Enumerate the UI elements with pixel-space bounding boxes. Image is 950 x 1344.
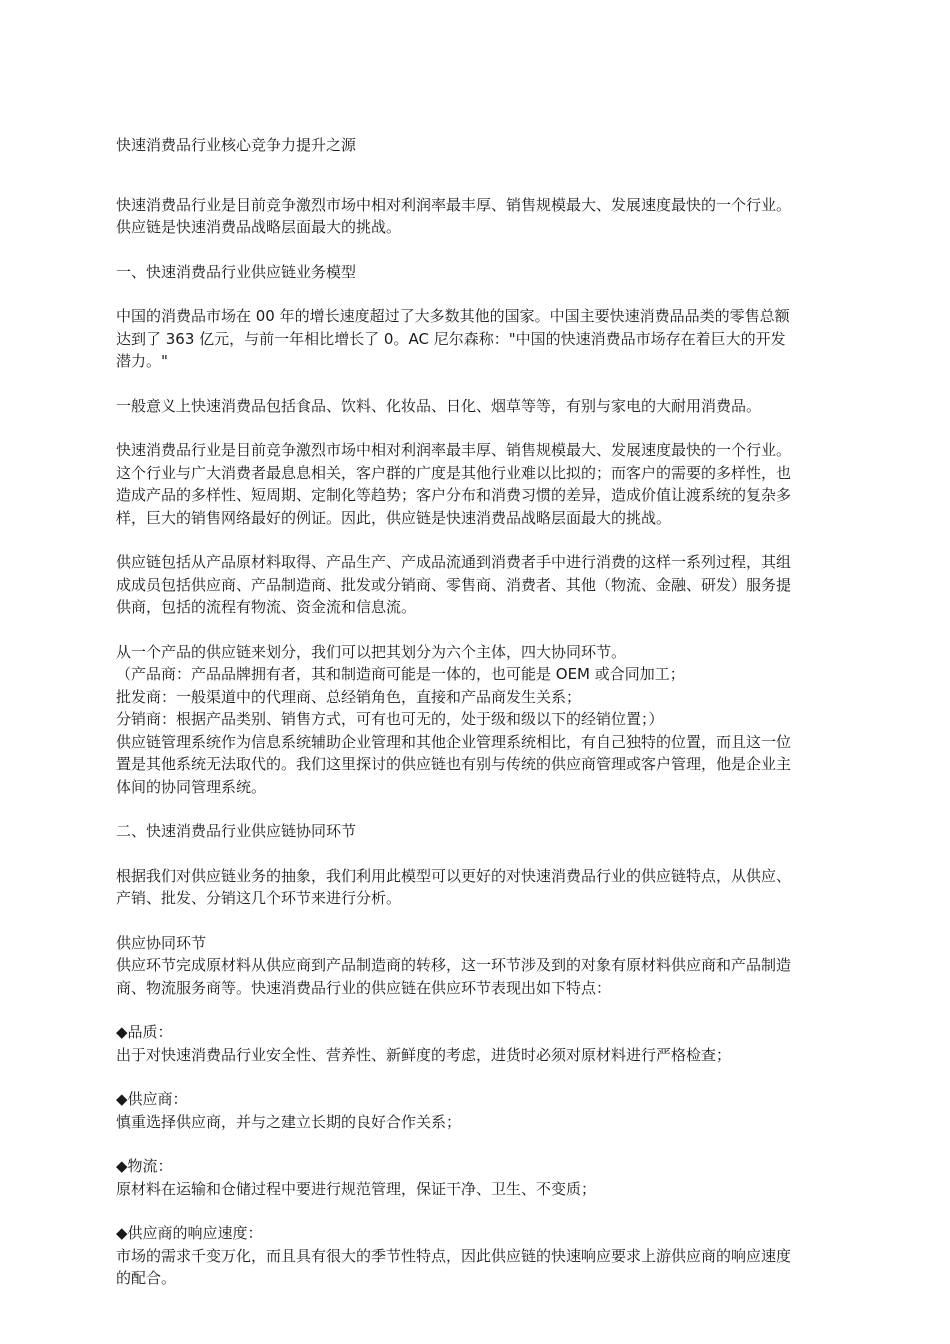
text-line: 快速消费品行业是目前竞争激烈市场中相对利润率最丰厚、销售规模最大、发展速度最快的一个行业。: [116, 441, 792, 459]
section-heading: 二、快速消费品行业供应链协同环节: [116, 822, 357, 840]
bullet-text: 慎重选择供应商，并与之建立长期的良好合作关系；: [116, 1112, 462, 1131]
text-line: 达到了 363 亿元，与前一年相比增长了 0。AC 尼尔森称："中国的快速消费品市场存在着巨大的开发: [116, 329, 786, 348]
paragraph: [116, 305, 838, 373]
text-line: （产品商：产品品牌拥有者，其和制造商可能是一体的，也可能是 OEM 或合同加工；: [116, 665, 685, 683]
text-line: 样，巨大的销售网络最好的例证。因此，供应链是快速消费品战略层面最大的挑战。: [116, 508, 672, 527]
text-line: 一般意义上快速消费品包括食品、饮料、化妆品、日化、烟草等等，有别与家电的大耐用消费品。: [116, 396, 762, 415]
paragraph: [116, 395, 838, 418]
text-line: 快速消费品行业是目前竞争激烈市场中相对利润率最丰厚、销售规模最大、发展速度最快的一个行业。: [116, 195, 792, 214]
text-line: 置是其他系统无法取代的。我们这里探讨的供应链也有别与传统的供应商管理或客户管理，他是企业主: [116, 755, 792, 773]
bullet-item: [116, 1155, 838, 1200]
paragraph: [116, 551, 838, 619]
document-title: 快速消费品行业核心竞争力提升之源: [116, 136, 357, 154]
text-line: 造成产品的多样性、短周期、定制化等趋势；客户分布和消费习惯的差异，造成价值让渡系统的复杂多: [116, 486, 792, 504]
bullet-item: [116, 1021, 838, 1066]
intro-paragraph: [116, 194, 838, 239]
text-line: 供商，包括的流程有物流、资金流和信息流。: [116, 598, 417, 616]
bullet-text: 的配合。: [116, 1269, 177, 1287]
text-line: 产销、批发、分销这几个环节来进行分析。: [116, 889, 402, 907]
subsection-heading: 供应协同环节: [116, 933, 207, 952]
text-line: 供应环节完成原材料从供应商到产品制造商的转移，这一环节涉及到的对象有原材料供应商和产品制造: [116, 956, 792, 974]
document-page: [116, 134, 838, 1290]
section-heading: 一、快速消费品行业供应链业务模型: [116, 262, 357, 281]
text-line: 供应链管理系统作为信息系统辅助企业管理和其他企业管理系统相比，有自己独特的位置，而且这一位: [116, 732, 792, 751]
text-line: 成成员包括供应商、产品制造商、批发或分销商、零售商、消费者、其他（物流、金融、研发）服务提: [116, 575, 792, 594]
text-line: 体间的协同管理系统。: [116, 777, 267, 796]
text-line: 商、物流服务商等。快速消费品行业的供应链在供应环节表现出如下特点：: [116, 978, 612, 997]
paragraph: [116, 439, 838, 529]
bullet-text: 市场的需求千变万化，而且具有很大的季节性特点，因此供应链的快速响应要求上游供应商的响应速度: [116, 1246, 792, 1265]
paragraph: [116, 865, 838, 910]
text-line: 分销商：根据产品类别、销售方式，可有也可无的，处于级和级以下的经销位置；）: [116, 710, 664, 728]
bullet-label: ◆供应商的响应速度：: [116, 1224, 263, 1242]
bullet-item: [116, 1222, 838, 1290]
bullet-label: ◆供应商：: [116, 1090, 188, 1108]
text-line: 批发商：一般渠道中的代理商、总经销角色，直接和产品商发生关系；: [116, 687, 582, 706]
bullet-label: ◆物流：: [116, 1157, 173, 1175]
text-line: 潜力。": [116, 352, 168, 370]
bullet-label: ◆品质：: [116, 1023, 173, 1041]
text-line: 供应链包括从产品原材料取得、产品生产、产成品流通到消费者手中进行消费的这样一系列过程，其组: [116, 553, 792, 571]
bullet-text: 原材料在运输和仓储过程中要进行规范管理，保证干净、卫生、不变质；: [116, 1179, 597, 1198]
text-line: 这个行业与广大消费者最息息相关，客户群的广度是其他行业难以比拟的；而客户的需要的多样性，也: [116, 463, 792, 482]
bullet-text: 出于对快速消费品行业安全性、营养性、新鲜度的考虑，进货时必须对原材料进行严格检查；: [116, 1045, 732, 1064]
bullet-item: [116, 1088, 838, 1133]
text-line: 从一个产品的供应链来划分，我们可以把其划分为六个主体，四大协同环节。: [116, 642, 627, 661]
text-line: 中国的消费品市场在 00 年的增长速度超过了大多数其他的国家。中国主要快速消费品品类的零售总额: [116, 307, 790, 325]
paragraph: [116, 932, 838, 1000]
text-line: 供应链是快速消费品战略层面最大的挑战。: [116, 218, 402, 236]
text-line: 根据我们对供应链业务的抽象，我们利用此模型可以更好的对快速消费品行业的供应链特点，从供应、: [116, 866, 792, 885]
paragraph: [116, 641, 838, 799]
